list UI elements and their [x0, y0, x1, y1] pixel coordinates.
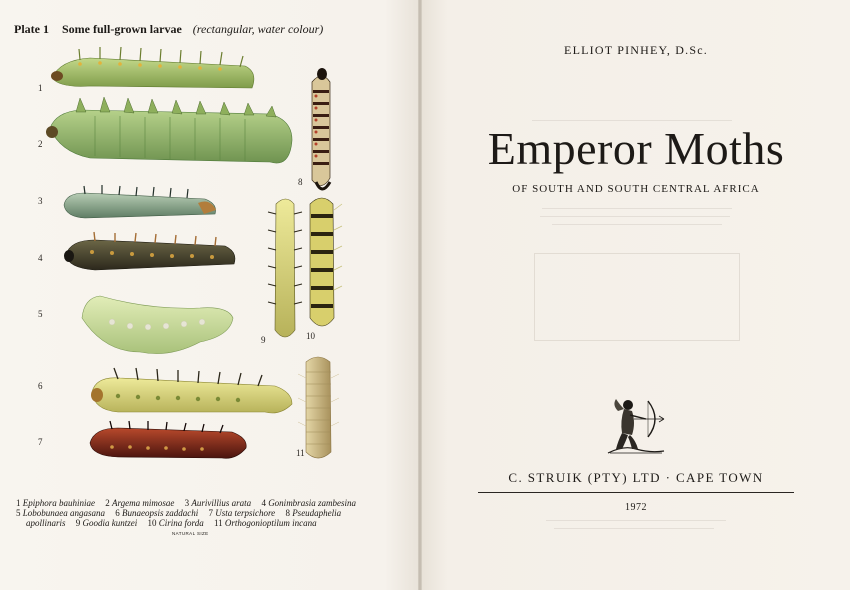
larva-8	[312, 68, 330, 189]
caption-entry: 1 Epiphora bauhiniae	[16, 498, 95, 508]
show-through-line	[552, 224, 722, 225]
larvae-illustration	[0, 0, 418, 500]
figure-number: 5	[38, 309, 43, 319]
caption-entry: 3 Aurivillius arata	[184, 498, 252, 508]
figure-number: 8	[298, 177, 303, 187]
figure-number: 4	[38, 253, 43, 263]
show-through-box	[534, 253, 740, 341]
caption-entry: 10 Cirina forda	[147, 518, 204, 528]
plate-note: (rectangular, water colour)	[192, 22, 324, 36]
figure-number: 11	[296, 448, 305, 458]
larva-10	[310, 198, 342, 326]
author-name: ELLIOT PINHEY, D.Sc.	[564, 43, 708, 57]
caption-entry: 5 Lobobunaea angasana	[16, 508, 106, 518]
publisher-rule	[478, 492, 794, 493]
book-title: Emperor Moths	[487, 123, 785, 174]
larva-5	[82, 296, 233, 354]
plate-number: Plate 1	[14, 22, 49, 36]
plate-caption	[16, 498, 406, 528]
caption-entry: apollinaris	[26, 518, 66, 528]
publication-year: 1972	[625, 502, 647, 513]
show-through-line	[532, 120, 732, 121]
caption-entry: 11 Orthogonioptilum incana	[213, 518, 317, 528]
plate-title: Some full-grown larvae	[62, 22, 182, 36]
show-through-line	[546, 520, 726, 521]
larva-7	[90, 421, 246, 458]
caption-line	[16, 518, 406, 528]
figure-number: 3	[38, 196, 43, 206]
figure-number: 1	[38, 83, 43, 93]
publisher: C. STRUIK (PTY) LTD · CAPE TOWN	[508, 470, 764, 485]
caption-line	[16, 498, 406, 508]
plate-page	[0, 0, 418, 590]
figure-number: 10	[306, 331, 315, 341]
larva-6	[91, 368, 292, 413]
larva-2	[46, 97, 292, 163]
caption-entry: 2 Argema mimosae	[105, 498, 175, 508]
caption-entry: 7 Usta terpsichore	[208, 508, 276, 518]
figure-number: 7	[38, 437, 43, 447]
figure-number: 2	[38, 139, 43, 149]
caption-entry: 9 Goodia kuntzei	[75, 518, 138, 528]
larva-4	[64, 232, 235, 270]
caption-entry: 6 Bunaeopsis zaddachi	[115, 508, 199, 518]
archer-emblem-icon	[604, 395, 668, 457]
larva-9	[268, 199, 302, 337]
figure-number: 9	[261, 335, 266, 345]
book-subtitle: OF SOUTH AND SOUTH CENTRAL AFRICA	[512, 183, 760, 195]
show-through-line	[554, 528, 714, 529]
larva-1	[51, 47, 254, 88]
larva-3	[64, 185, 216, 218]
natural-size-note: NATURAL SIZE	[172, 531, 209, 536]
caption-entry: 4 Gonimbrasia zambesina	[261, 498, 356, 508]
larva-11	[298, 357, 339, 458]
show-through-line	[542, 208, 732, 209]
caption-line	[16, 508, 406, 518]
figure-number: 6	[38, 381, 43, 391]
title-page	[422, 0, 850, 590]
show-through-line	[540, 216, 730, 217]
caption-entry: 8 Pseudaphelia	[285, 508, 342, 518]
